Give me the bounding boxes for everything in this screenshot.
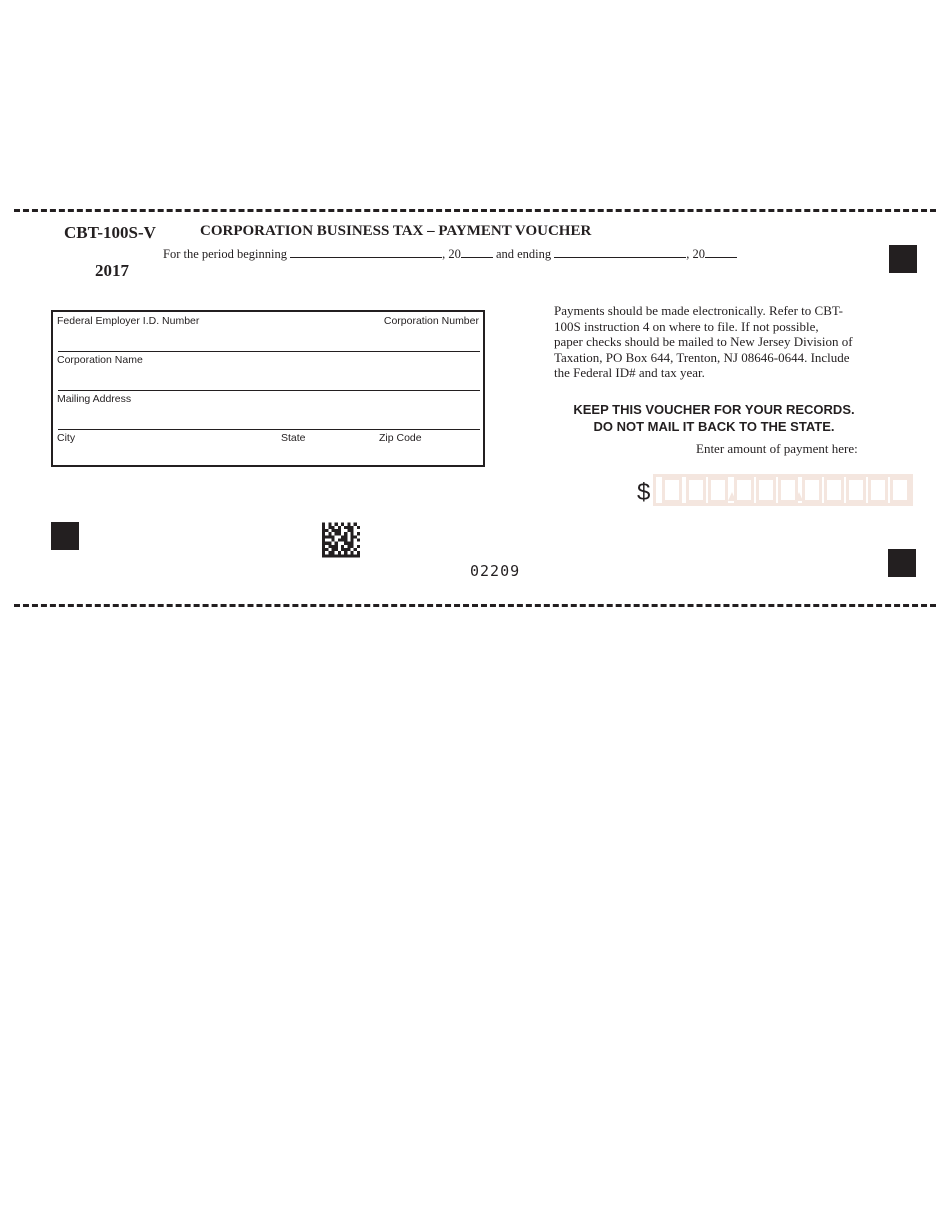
- period-end-field[interactable]: [554, 247, 686, 258]
- keep-voucher-notice: [554, 401, 874, 435]
- voucher-code: 02209: [470, 562, 521, 580]
- keep-notice-line-2: DO NOT MAIL IT BACK TO THE STATE.: [593, 419, 835, 434]
- period-twenty-1: , 20: [442, 247, 461, 261]
- fein-field[interactable]: [58, 351, 480, 352]
- period-line: [163, 247, 737, 262]
- datamatrix-barcode: [322, 522, 360, 558]
- registration-mark-bottom-right: [888, 549, 916, 577]
- instruction-line: Taxation, PO Box 644, Trenton, NJ 08646-0644. Include: [554, 349, 850, 365]
- bottom-cut-line: [14, 604, 936, 607]
- tax-year: 2017: [95, 261, 129, 280]
- enter-amount-label: Enter amount of payment here:: [696, 441, 858, 456]
- mailing-address-field[interactable]: [58, 429, 480, 430]
- instruction-line: the Federal ID# and tax year.: [554, 365, 705, 381]
- form-id: CBT-100S-V: [64, 223, 156, 242]
- period-twenty-2: , 20: [686, 247, 706, 261]
- period-end-year-field[interactable]: [705, 247, 737, 258]
- amount-digit-cell[interactable]: [734, 477, 754, 503]
- top-cut-line: [14, 209, 936, 212]
- amount-digit-cell[interactable]: [846, 477, 866, 503]
- payment-instructions: [554, 303, 884, 381]
- period-begin-year-field[interactable]: [461, 247, 493, 258]
- amount-digit-cell[interactable]: [708, 477, 728, 503]
- amount-digit-cell[interactable]: [662, 477, 682, 503]
- keep-notice-line-1: KEEP THIS VOUCHER FOR YOUR RECORDS.: [573, 402, 855, 417]
- mailing-address-label: Mailing Address: [57, 393, 132, 405]
- period-begin-field[interactable]: [290, 247, 442, 258]
- instruction-line: paper checks should be mailed to New Jersey Division of: [554, 334, 853, 350]
- corp-name-label: Corporation Name: [57, 354, 143, 366]
- taxpayer-info-box: [51, 310, 485, 467]
- form-title: CORPORATION BUSINESS TAX – PAYMENT VOUCHER: [200, 223, 592, 239]
- state-label: State: [281, 432, 306, 444]
- amount-digit-cell[interactable]: [824, 477, 844, 503]
- period-and-ending: and ending: [495, 247, 552, 261]
- fein-label: Federal Employer I.D. Number: [57, 315, 200, 327]
- instruction-line: 100S instruction 4 on where to file. If not possible,: [554, 318, 819, 334]
- amount-digit-cell[interactable]: [802, 477, 822, 503]
- instruction-line: Payments should be made electronically. Refer to CBT-: [554, 303, 843, 318]
- registration-mark-bottom-left: [51, 522, 79, 550]
- amount-digit-cell[interactable]: [756, 477, 776, 503]
- amount-digit-cell[interactable]: [686, 477, 706, 503]
- city-label: City: [57, 432, 76, 444]
- period-prefix: For the period beginning: [163, 247, 287, 261]
- corp-number-label: Corporation Number: [383, 315, 479, 327]
- registration-mark-top-right: [889, 245, 917, 273]
- amount-digit-cell[interactable]: [890, 477, 910, 503]
- amount-digit-cell[interactable]: [868, 477, 888, 503]
- corp-name-field[interactable]: [58, 390, 480, 391]
- dollar-sign: $: [637, 479, 651, 506]
- zip-label: Zip Code: [379, 432, 422, 444]
- payment-amount-field[interactable]: [653, 474, 913, 506]
